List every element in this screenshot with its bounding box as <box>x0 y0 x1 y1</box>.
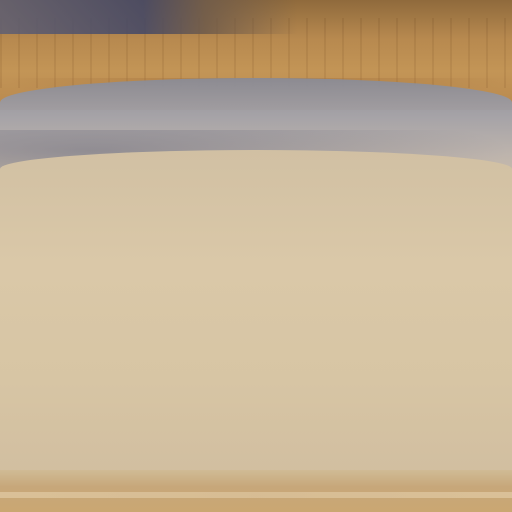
rim-highlight-line <box>0 492 512 498</box>
cream-surface <box>0 150 512 480</box>
cream-bottom-rim <box>0 470 512 512</box>
dark-shadow <box>0 0 512 34</box>
